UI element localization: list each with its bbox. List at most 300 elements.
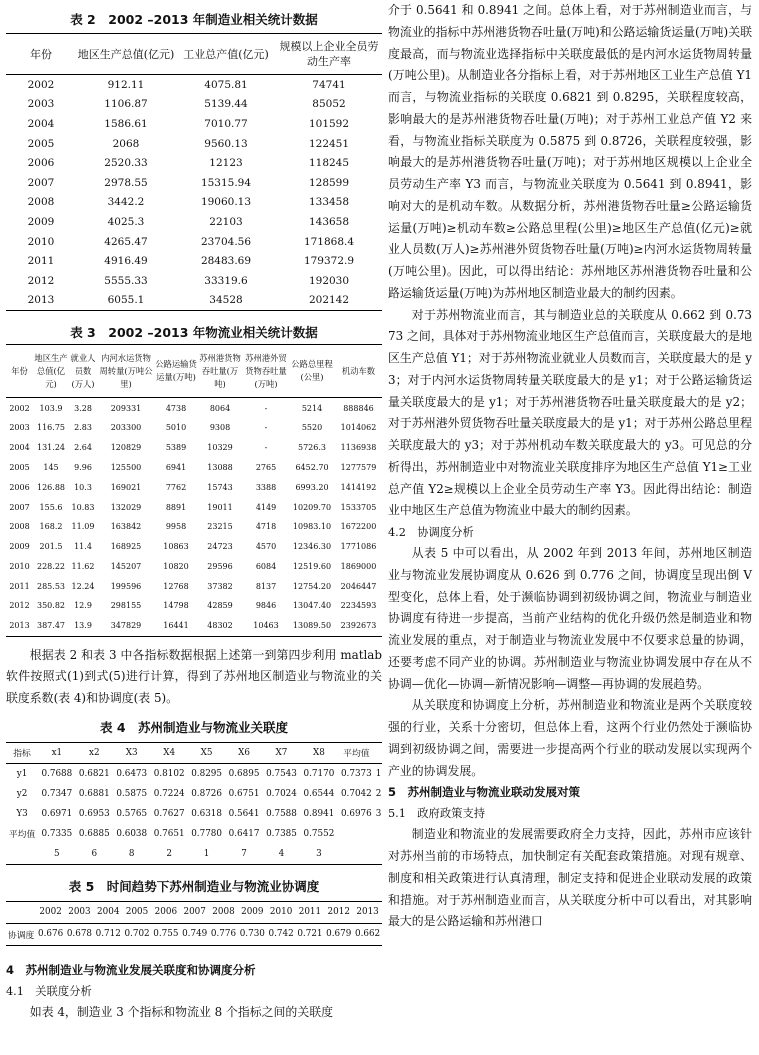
table4-header-cell	[375, 742, 382, 763]
table3-cell: 2392673	[340, 621, 377, 631]
table3-row	[6, 458, 382, 478]
table4-cell: 0.7651	[153, 828, 185, 839]
table2-cell: 202142	[308, 294, 350, 307]
table2-cell: 34528	[209, 294, 243, 307]
table3-cell: 12.9	[74, 601, 92, 611]
table3-header-cell: 苏州港货物吞吐量(万吨)	[199, 352, 241, 389]
table3-header-cell: 公路运输货运量(万吨)	[155, 359, 197, 383]
table4-row	[6, 824, 382, 844]
table4-cell: 0.7024	[266, 788, 297, 799]
table4-cell: 0.8295	[191, 768, 222, 779]
table5-value-cell: 0.749	[182, 929, 208, 940]
table3-cell: 24723	[207, 542, 233, 552]
table3-cell: 201.5	[39, 542, 63, 552]
table3-row	[6, 477, 382, 497]
table2-cell: 23704.56	[200, 235, 252, 248]
table2-row	[6, 134, 382, 154]
section-4-1-heading: 4.1 关联度分析	[6, 984, 92, 998]
table2-cell: 15315.94	[200, 176, 252, 189]
table3-cell: 120829	[110, 443, 142, 453]
table4-cell: 0.6318	[191, 808, 222, 819]
table2-cell: 7010.77	[204, 117, 248, 130]
table2-cell: 2005	[27, 137, 55, 150]
table3-row	[6, 438, 382, 458]
table2-row	[6, 271, 382, 291]
table3-cell: 285.53	[37, 581, 65, 591]
table3-cell: 4149	[255, 502, 277, 512]
table4-cell: 0.6976	[340, 808, 372, 819]
table2-row	[6, 193, 382, 213]
table5-value-cell: 0.662	[354, 929, 381, 940]
table3-cell: 7762	[165, 482, 187, 492]
table2-header-cell: 年份	[30, 47, 52, 61]
table3-cell: 145207	[110, 561, 142, 571]
table3-cell: 12754.20	[292, 581, 332, 591]
table3-caption: 表 3 2002 –2013 年物流业相关统计数据	[70, 325, 318, 341]
table4-cell: 平均值	[8, 830, 36, 841]
table4-cell: 0.7385	[266, 828, 297, 839]
table3-cell: 387.47	[37, 621, 65, 631]
table4-header-cell: 指标	[13, 749, 31, 760]
table4-cell: Y3	[16, 808, 28, 819]
table5-value-cell: 0.678	[66, 929, 93, 940]
table4-row	[6, 804, 382, 824]
table4-cell	[375, 844, 382, 865]
table5-year-cell: 2012	[327, 907, 350, 918]
table4-cell: 0.5641	[228, 808, 260, 819]
table5-value-cell: 0.755	[153, 929, 179, 940]
table4-cell: 0.7347	[41, 788, 73, 799]
table3-cell: 12768	[163, 581, 189, 591]
table2-cell: 2006	[27, 157, 55, 170]
table4-cell: 0.7780	[191, 828, 222, 839]
table2-cell: 4075.81	[204, 78, 248, 91]
table3-cell: 2013	[9, 621, 30, 631]
table5	[6, 901, 382, 946]
table4-cell: 0.7688	[41, 768, 73, 779]
table5-year-cell: 2008	[212, 907, 235, 918]
table5-caption: 表 5 时间趋势下苏州制造业与物流业协调度	[68, 878, 320, 894]
table3-cell: 1533705	[340, 502, 377, 512]
table4-cell: 0.6544	[303, 788, 335, 799]
table4-cell: 0.7588	[266, 808, 297, 819]
paragraph-left-1: 根据表 2 和表 3 中各指标数据根据上述第一到第四步利用 matlab 软件按照式(1)到式(5)进行计算，得到了苏州地区制造业与物流业的关联度系数(表 4)和协调度(表 5)。	[6, 647, 382, 706]
table3-cell: 11.4	[74, 542, 92, 552]
table3-cell: 1414192	[340, 482, 377, 492]
table4-header-cell: 平均值	[343, 749, 370, 760]
table4-cell: 0.7373	[340, 768, 372, 779]
table3-cell: 116.75	[37, 423, 65, 433]
table3-cell: 2004	[9, 443, 30, 453]
table3-cell: 10329	[207, 443, 233, 453]
table2-cell: 9560.13	[204, 137, 248, 150]
table3-row	[6, 398, 382, 418]
table3-cell: 12.24	[71, 581, 95, 591]
table2-cell: 5139.44	[204, 98, 248, 111]
table3-cell: -	[264, 403, 268, 413]
right-column	[388, 0, 752, 933]
table3-cell: 11.09	[71, 522, 95, 532]
table4-cell: 0.6038	[116, 828, 148, 839]
table4-header-cell: X4	[163, 747, 176, 758]
table4-cell: 0.6895	[228, 768, 260, 779]
table4-cell: 0.8941	[303, 808, 335, 819]
table2-cell: 1106.87	[104, 98, 148, 111]
table3-cell: 2006	[9, 482, 30, 492]
table3-cell: 10.83	[71, 502, 95, 512]
table3-cell: 2002	[9, 403, 30, 413]
table3-header-cell: 公路总里程(公里)	[291, 359, 333, 383]
table3-cell: 131.24	[37, 443, 65, 453]
table3-cell: 10983.10	[292, 522, 332, 532]
table3-cell: 4570	[255, 542, 277, 552]
table3-row	[6, 616, 382, 636]
table3-cell: 2008	[9, 522, 30, 532]
table2-cell: 2068	[112, 137, 140, 150]
table3-cell: 1869000	[340, 561, 377, 571]
table5-year-cell: 2006	[154, 907, 178, 918]
table3-cell: 2011	[9, 581, 30, 591]
table4-cell: 0.5765	[116, 808, 148, 819]
table3-cell: 8891	[165, 502, 187, 512]
table2-row	[6, 95, 382, 115]
table3-cell: 2010	[9, 561, 30, 571]
table2-cell: 122451	[308, 137, 350, 150]
table3-cell: 1014062	[340, 423, 377, 433]
table3-cell: 298155	[110, 601, 142, 611]
table2-cell: 133458	[308, 196, 350, 209]
table3-cell: 11.62	[71, 561, 95, 571]
table2-row	[6, 114, 382, 134]
table2-cell: 74741	[312, 78, 346, 91]
table3-header-cell: 年份	[11, 365, 28, 376]
table4-cell: 0.5875	[116, 788, 148, 799]
table2-header-cell: 工业总产值(亿元)	[183, 47, 269, 61]
table3-cell: 2005	[9, 462, 30, 472]
table3-cell: 5726.3	[298, 443, 326, 453]
table3-header-cell: 内河水运货物周转量(万吨公里)	[99, 352, 153, 389]
table5-year-cell: 2009	[241, 907, 264, 918]
table4-header-cell: X7	[275, 747, 288, 758]
table2-cell: 1586.61	[104, 117, 148, 130]
table2-header-cell: 地区生产总值(亿元)	[77, 47, 175, 61]
table2-cell: 19060.13	[200, 196, 252, 209]
table3-cell: 350.82	[37, 601, 65, 611]
table4-cell: 0.7627	[153, 808, 185, 819]
table4-header-cell: X6	[238, 747, 250, 758]
table4-cell: 5	[54, 848, 60, 859]
table4-cell: y2	[16, 788, 28, 799]
table5-year-cell: 2011	[298, 907, 322, 918]
table2-cell: 12123	[209, 157, 243, 170]
table3-row	[6, 537, 382, 557]
table4-cell	[338, 824, 375, 844]
table2-cell: 3442.2	[107, 196, 145, 209]
table3-cell: 10463	[253, 621, 279, 631]
table4-cell: 2	[375, 788, 382, 799]
table3-cell: 23215	[207, 522, 233, 532]
table3-cell: 15743	[207, 482, 233, 492]
table4-row	[6, 784, 382, 804]
table3-cell: 2765	[255, 462, 277, 472]
table5-value-cell: 0.712	[95, 929, 121, 940]
table3-cell: 126.88	[37, 482, 65, 492]
table2-cell: 22103	[209, 215, 243, 228]
table2-cell: 2011	[27, 255, 55, 268]
table4-cell: 2	[166, 848, 172, 859]
table4-cell: 8	[128, 848, 135, 859]
table5-value-cell: 0.702	[124, 929, 150, 940]
table5-value-cell: 0.742	[268, 929, 294, 940]
table4-cell: 0.7552	[303, 828, 335, 839]
table2-cell: 192030	[308, 274, 350, 287]
table4-cell	[338, 844, 375, 865]
table3-cell: 103.9	[39, 403, 63, 413]
table2-cell: 128599	[308, 176, 350, 189]
table3-cell: 8064	[209, 403, 231, 413]
table3-cell: 1771086	[340, 542, 377, 552]
table2-cell: 2003	[27, 98, 55, 111]
table2-cell: 2007	[27, 176, 55, 189]
table4-header-cell: X5	[200, 747, 213, 758]
table3-cell: 9.96	[74, 462, 92, 472]
table3-cell: 4718	[255, 522, 277, 532]
table5-value-cell: 0.679	[326, 929, 352, 940]
table3-cell: 132029	[110, 502, 142, 512]
table2-row	[6, 75, 382, 95]
table4-cell: 0.6971	[41, 808, 73, 819]
table3-cell: 4738	[165, 403, 187, 413]
paragraph-right-5: 制造业和物流业的发展需要政府全力支持，因此，苏州市应该针对苏州当前的市场特点，加快制定有关配套政策措施。对现有规章、制度和相关政策进行认真清理，制定支持和促进企业联动发展的政策和措施。对于苏州制造业而言，从关联度分析中可以看出，对其影响最大的是公路运输和苏州港口	[388, 827, 752, 929]
section-4-heading: 4 苏州制造业与物流业发展关联度和协调度分析	[6, 962, 256, 977]
table3-cell: 1136938	[340, 443, 377, 453]
table4-cell: 0.8726	[191, 788, 222, 799]
table3-cell: 169021	[110, 482, 142, 492]
table2-cell: 171868.4	[303, 235, 355, 248]
table2-cell: 6055.1	[107, 294, 145, 307]
paragraph-right-1: 介于 0.5641 和 0.8941 之间。总体上看，对于苏州制造业而言，与物流业的指标中苏州港货物吞吐量(万吨)和公路运输货运量(万吨)关联度最高，而与物流业选择指标中关联度最低的是内河水运货物周转量(万吨公里)。从制造业各分指标上看，对于苏州地区工业生产总值 Y1 而言，与物流业指标的关联度 0.6821 到 0.8295，关联程度较高，影响最大的是苏州港货物吞吐量(万吨)；对于苏州工业总产值 Y2 来看，与物流业指标关联度为 0.5875 到 0.8726，关联程度较强，影响最大的是苏州港货物吞吐量(万吨)；对于苏州地区规模以上企业全员劳动生产率 Y3 而言，与物流业关联度为 0.5641 到 0.8941，影响对大的是机动车数。从数据分析，苏州港货物吞吐量≥公路运输货运量(万吨)≥机动车数≥公路总里程(公里)≥地区生产总值(亿元)≥就业人员数(万人)≥苏州港外贸货物吞吐量(万吨)≥内河水运货物周转量(万吨公里)。因此，可以得出结论：苏州地区苏州港货物吞吐量和公路运输货运量(万吨)为苏州地区制造业最大的制约因素。	[388, 3, 752, 300]
table3-header-cell: 地区生产总值(亿元)	[34, 352, 68, 389]
table4-cell: 1	[203, 848, 210, 859]
table5-year-cell: 2002	[39, 907, 62, 918]
table3-cell: 1672200	[340, 522, 377, 532]
table3-cell: 9846	[255, 601, 277, 611]
table5-year-cell	[6, 901, 36, 923]
table2-row	[6, 212, 382, 232]
table2-cell: 85052	[312, 98, 346, 111]
table2-cell: 2978.55	[104, 176, 148, 189]
table3-cell: 2046447	[340, 581, 377, 591]
table4-cell: 0.6751	[228, 788, 260, 799]
table4	[6, 742, 382, 865]
table2-cell: 2004	[27, 117, 55, 130]
table3-cell: 5389	[165, 443, 187, 453]
table3-cell: 9958	[165, 522, 187, 532]
table4-cell: 0.6953	[78, 808, 110, 819]
table2-cell: 101592	[308, 117, 350, 130]
paragraph-right-4: 从关联度和协调度上分析，苏州制造业和物流业是两个关联度较强的行业，关系十分密切，但总体上看，这两个行业仍然处于濒临协调到初级协调之间，需要进一步提高两个行业的联动发展以实现两个产业的协调发展。	[388, 698, 752, 778]
table4-cell: 3	[375, 808, 382, 819]
table4-header-cell: X3	[125, 747, 138, 758]
table3-cell: 199596	[110, 581, 142, 591]
table4-header-cell: X8	[312, 747, 325, 758]
table4-cell: 0.6881	[78, 788, 110, 799]
table3-cell: 19011	[207, 502, 233, 512]
table3-cell: 2.64	[74, 443, 92, 453]
table5-year-cell: 2004	[97, 907, 120, 918]
table3-cell: 10209.70	[292, 502, 332, 512]
table3-row	[6, 557, 382, 577]
table3-cell: 42859	[207, 601, 233, 611]
table3-row	[6, 576, 382, 596]
table3-cell: 13089.50	[292, 621, 332, 631]
table2-cell: 2010	[27, 235, 55, 248]
table3-cell: 145	[43, 462, 59, 472]
table4-cell: 7	[241, 848, 247, 859]
table3-cell: 29596	[207, 561, 233, 571]
table3-cell: 209331	[110, 403, 142, 413]
table2-cell: 2009	[27, 215, 55, 228]
table3-cell: 5010	[165, 423, 187, 433]
table3-cell: -	[264, 423, 268, 433]
table2	[6, 33, 382, 311]
table5-year-cell: 2003	[68, 907, 91, 918]
table3-cell: 14798	[163, 601, 189, 611]
table4-row	[6, 763, 382, 784]
table2-cell: 912.11	[107, 78, 145, 91]
table2-cell: 4265.47	[104, 235, 148, 248]
table3	[6, 344, 382, 637]
table3-cell: 13088	[207, 462, 233, 472]
table4-cell: 0.8102	[153, 768, 185, 779]
table4-cell: 0.7042	[340, 788, 372, 799]
table4-header-cell: x2	[89, 747, 100, 758]
table4-cell: 0.6473	[116, 768, 148, 779]
paragraph-right-2: 对于苏州物流业而言，其与制造业总的关联度从 0.662 到 0.7373 之间，具体对于苏州物流业地区生产总值而言，关联度最大的是地区生产总值 Y1；对于苏州物流业就业人员数而言，关联度最大的是 y3；对于内河水运货物周转量关联度最大的是 y1；对于公路运输货运量关联度最大的是 y1；对于苏州港货物吞吐量关联度最大的是 y2；对于苏州港外贸货物吞吐量关联度最大的是 y1；对于苏州公路总里程关联度最大的 y3；对于苏州机动车数关联度最大的 y3。可见总的分析得出，苏州制造业中对物流业关联度排序为地区生产总值 Y1≥工业总产值 Y2≥规模以上企业全员劳动生产率 Y3。因此得出结论：制造业中地区生产总值为物流业中最大的制约因素。	[388, 307, 752, 518]
table3-cell: 13.9	[74, 621, 92, 631]
table2-cell: 4916.49	[104, 255, 148, 268]
table3-cell: 347829	[110, 621, 142, 631]
table3-cell: 10.3	[74, 482, 92, 492]
table3-cell: 2003	[9, 423, 30, 433]
table3-cell: 203300	[110, 423, 142, 433]
table4-header-cell: x1	[51, 747, 63, 758]
table3-cell: 16441	[163, 621, 189, 631]
table3-cell: 2.83	[74, 423, 92, 433]
table3-cell: 155.6	[39, 502, 63, 512]
table4-cell: y1	[16, 768, 28, 779]
table4-cell	[6, 844, 38, 865]
table4-cell: 1	[375, 768, 382, 779]
table2-cell: 4025.3	[107, 215, 145, 228]
table3-row	[6, 418, 382, 438]
table3-cell: 2234593	[340, 601, 377, 611]
table3-cell: 125500	[110, 462, 142, 472]
table3-cell: 888846	[343, 403, 374, 413]
table2-caption: 表 2 2002 –2013 年制造业相关统计数据	[70, 12, 318, 27]
table2-row	[6, 291, 382, 311]
table3-cell: 5520	[301, 423, 323, 433]
table3-cell: 10820	[163, 561, 189, 571]
table3-cell: 2007	[9, 502, 30, 512]
left-column	[6, 0, 382, 1024]
table2-cell: 179372.9	[303, 255, 355, 268]
table2-cell: 5555.33	[104, 274, 148, 287]
table4-cell: 0.7224	[153, 788, 185, 799]
table3-cell: 13047.40	[292, 601, 332, 611]
table4-caption: 表 4 苏州制造业与物流业关联度	[99, 719, 289, 735]
table2-cell: 2013	[27, 294, 55, 307]
table2-row	[6, 232, 382, 252]
table3-cell: 1277579	[340, 462, 377, 472]
table4-cell: 0.6821	[78, 768, 110, 779]
table2-cell: 143658	[308, 215, 350, 228]
table3-cell: 2009	[9, 542, 30, 552]
table3-cell: 12346.30	[292, 542, 332, 552]
table2-row	[6, 153, 382, 173]
table2-row	[6, 173, 382, 193]
table3-header-cell: 苏州港外贸货物吞吐量(万吨)	[245, 352, 287, 389]
table3-cell: 6941	[165, 462, 187, 472]
table2-cell: 118245	[308, 157, 350, 170]
table5-value-cell: 协调度	[7, 930, 35, 941]
table3-cell: 6993.20	[295, 482, 329, 492]
table3-cell: 6084	[255, 561, 277, 571]
table3-header-cell: 就业人员数(万人)	[70, 352, 96, 389]
table2-row	[6, 251, 382, 271]
table3-cell: 163842	[110, 522, 142, 532]
paragraph-right-3: 从表 5 中可以看出，从 2002 年到 2013 年间，苏州地区制造业与物流业发展协调度从 0.626 到 0.776 之间，协调度呈现出倒 V 型变化，总体上看，处于濒临协调到初级协调之间，物流业与制造业协调度有待进一步提高，当前产业结构的优化升级仍然是制造业和物流业发展的重点，对于制造业与物流业发展中不仅要求总量的协调，还要考虑不同产业的协调。苏州制造业与物流业协调发展中存在从不协调—优化—协调—新情况影响—调整—再协调的发展趋势。	[388, 546, 752, 691]
table3-cell: 12519.60	[292, 561, 332, 571]
section-4-2-heading: 4.2 协调度分析	[388, 526, 474, 539]
table2-cell: 2012	[27, 274, 55, 287]
section-5-1-heading: 5.1 政府政策支持	[388, 807, 486, 821]
table3-cell: 2012	[9, 601, 30, 611]
table5-value-cell: 0.776	[210, 929, 237, 940]
table3-cell: 37382	[207, 581, 233, 591]
table3-header-cell: 机动车数	[341, 365, 376, 376]
table4-cell: 0.7335	[41, 828, 73, 839]
table2-cell: 2008	[27, 196, 55, 209]
section-5-heading: 5 苏州制造业与物流业联动发展对策	[388, 785, 580, 800]
table5-value-cell: 0.721	[297, 929, 323, 940]
table3-cell: 228.22	[37, 561, 65, 571]
table4-row	[6, 844, 382, 865]
table3-cell: 3.28	[74, 403, 92, 413]
table5-year-cell: 2013	[356, 907, 379, 918]
table4-cell: 6	[91, 848, 98, 859]
table3-row	[6, 596, 382, 616]
table4-cell: 0.7543	[266, 768, 297, 779]
table5-year-cell: 2007	[183, 907, 206, 918]
table3-cell: 48302	[207, 621, 233, 631]
table5-value-cell: 0.676	[38, 929, 64, 940]
table3-cell: 168.2	[39, 522, 63, 532]
table3-cell: 8137	[255, 581, 277, 591]
table4-cell: 0.6417	[228, 828, 260, 839]
table5-year-cell: 2010	[269, 907, 293, 918]
table5-value-cell: 0.730	[239, 929, 265, 940]
table2-cell: 33319.6	[204, 274, 248, 287]
table4-cell: 4	[278, 848, 285, 859]
table4-cell: 0.7170	[303, 768, 335, 779]
table4-cell: 0.6885	[78, 828, 110, 839]
table3-cell: 10863	[163, 542, 189, 552]
table3-cell: 168925	[110, 542, 142, 552]
table4-cell: 3	[316, 848, 322, 859]
table2-header-cell: 规模以上企业全员劳动生产率	[279, 40, 379, 68]
table3-row	[6, 497, 382, 517]
